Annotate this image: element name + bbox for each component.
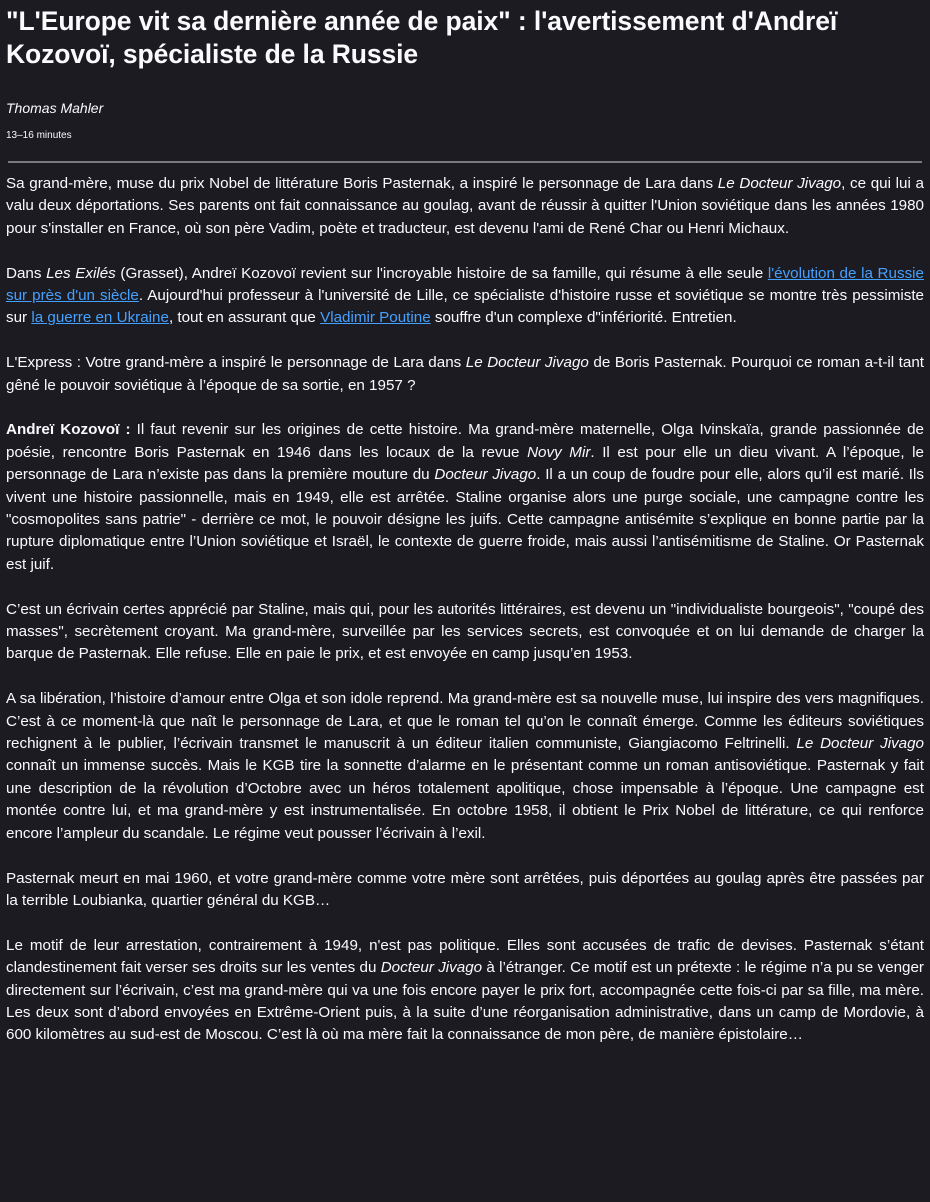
book-title: Docteur Jivago xyxy=(380,959,483,977)
paragraph-answer-1: Andreï Kozovoï : Il faut revenir sur les origines de cette histoire. Ma grand-mère maternelle, Olga Ivinskaïa, grande passionnée de poésie, rencontre Boris Pasternak en 1946 dans les locaux de la revue Novy Mir. Il est pour elle un dieu vivant. A l’époque, le personnage de Lara n’existe pas dans la première mouture du Docteur Jivago. Il a un coup de foudre pour elle, alors qu’il est marié. Ils vivent une histoire passionnelle, mais en 1949, elle est arrêtée. Staline organise alors une purge sociale, une campagne contre les "cosmopolites sans patrie" - derrière ce mot, le pouvoir désigne les juifs. Cette campagne antisémite s’explique en bonne partie par la rupture diplomatique entre l’Union soviétique et Israël, le contexte de guerre froide, mais aussi l’antisémitisme de Staline. Or Pasternak est juif. xyxy=(6,421,925,573)
link-vladimir-poutine[interactable]: Vladimir Poutine xyxy=(320,309,431,327)
link-evolution-russie[interactable]: l'évolution de la Russie sur près d'un siècle xyxy=(6,264,924,305)
article-title: "L'Europe vit sa dernière année de paix" : l'avertissement d'Andreï Kozovoï, spécialiste de la Russie xyxy=(6,6,838,69)
paragraph-summary: Dans Les Exilés (Grasset), Andreï Kozovoï revient sur l'incroyable histoire de sa famille, qui résume à elle seule l'évolution de la Russie sur près d'un siècle. Aujourd'hui professeur à l'université de Lille, ce spécialiste d'histoire russe et soviétique se montre très pessimiste sur la guerre en Ukraine, tout en assurant que Vladimir Poutine souffre d'un complexe d"infériorité. Entretien. xyxy=(6,264,925,327)
review-title: Novy Mir xyxy=(527,443,591,461)
book-title: Le Docteur Jivago xyxy=(465,354,589,372)
article-body xyxy=(6,173,924,1047)
paragraph-question-1: L'Express : Votre grand-mère a inspiré le personnage de Lara dans Le Docteur Jivago de Boris Pasternak. Pourquoi ce roman a-t-il tant gêné le pouvoir soviétique à l’époque de sa sortie, en 1957 ? xyxy=(6,354,924,394)
book-title: Les Exilés xyxy=(46,264,116,282)
book-title: Docteur Jivago xyxy=(434,466,537,484)
paragraph-answer-2: C’est un écrivain certes apprécié par Staline, mais qui, pour les autorités littéraires, est devenu un "individualiste bourgeois", "coupé des masses", secrètement croyant. Ma grand-mère, surveillée par les services secrets, est convoquée et on lui demande de charger la barque de Pasternak. Elle refuse. Elle en paie le prix, et est envoyée en camp jusqu’en 1953. xyxy=(6,600,924,663)
paragraph-answer-4: Le motif de leur arrestation, contrairement à 1949, n'est pas politique. Elles sont accusées de trafic de devises. Pasternak s’étant clandestinement fait verser ses droits sur les ventes du Docteur Jivago à l’étranger. Ce motif est un prétexte : le régime n’a pu se venger directement sur l’écrivain, c’est ma grand-mère qui va une fois encore payer le prix fort, accompagnée cette fois-ci par sa fille, ma mère. Les deux sont d’abord envoyées en Extrême-Orient puis, à la suite d’une réorganisation administrative, dans un camp de Mordovie, à 600 kilomètres au sud-est de Moscou. C’est là où ma mère fait la connaissance de mon père, de manière épistolaire… xyxy=(6,936,924,1044)
book-title: Le Docteur Jivago xyxy=(796,735,924,753)
header-divider xyxy=(8,161,922,163)
paragraph-intro: Sa grand-mère, muse du prix Nobel de littérature Boris Pasternak, a inspiré le personnage de Lara dans Le Docteur Jivago, ce qui lui a valu deux déportations. Ses parents ont fait connaissance au goulag, avant de réussir à quitter l'Union soviétique dans les années 1980 pour s'installer en France, où son père Vadim, poète et traducteur, est devenu l'ami de René Char ou Henri Michaux. xyxy=(6,175,924,237)
paragraph-answer-3: A sa libération, l’histoire d’amour entre Olga et son idole reprend. Ma grand-mère est sa nouvelle muse, lui inspire des vers magnifiques. C’est à ce moment-là que naît le personnage de Lara, et que le roman tel qu’on le connaît émerge. Comme les éditeurs soviétiques rechignent à le publier, l’écrivain transmet le manuscrit à un éditeur italien communiste, Giangiacomo Feltrinelli. Le Docteur Jivago connaît un immense succès. Mais le KGB tire la sonnette d’alarme en le présentant comme un roman antisoviétique. Pasternak y fait une description de la révolution d’Octobre avec un héros totalement apolitique, chose impensable à l’époque. Une campagne est montée contre lui, et ma grand-mère y est instrumentalisée. En octobre 1958, il obtient le Prix Nobel de littérature, ce qui renforce encore l’ampleur du scandale. Le régime veut pousser l’écrivain à l’exil. xyxy=(6,690,924,842)
article-author: Thomas Mahler xyxy=(6,100,104,116)
paragraph-question-2: Pasternak meurt en mai 1960, et votre grand-mère comme votre mère sont arrêtées, puis déportées au goulag après être passées par la terrible Loubianka, quartier général du KGB… xyxy=(6,869,924,909)
book-title: Le Docteur Jivago xyxy=(717,175,842,192)
speaker-name: Andreï Kozovoï : xyxy=(6,421,131,439)
link-guerre-ukraine[interactable]: la guerre en Ukraine xyxy=(31,309,169,327)
reading-time: 13–16 minutes xyxy=(6,130,72,141)
